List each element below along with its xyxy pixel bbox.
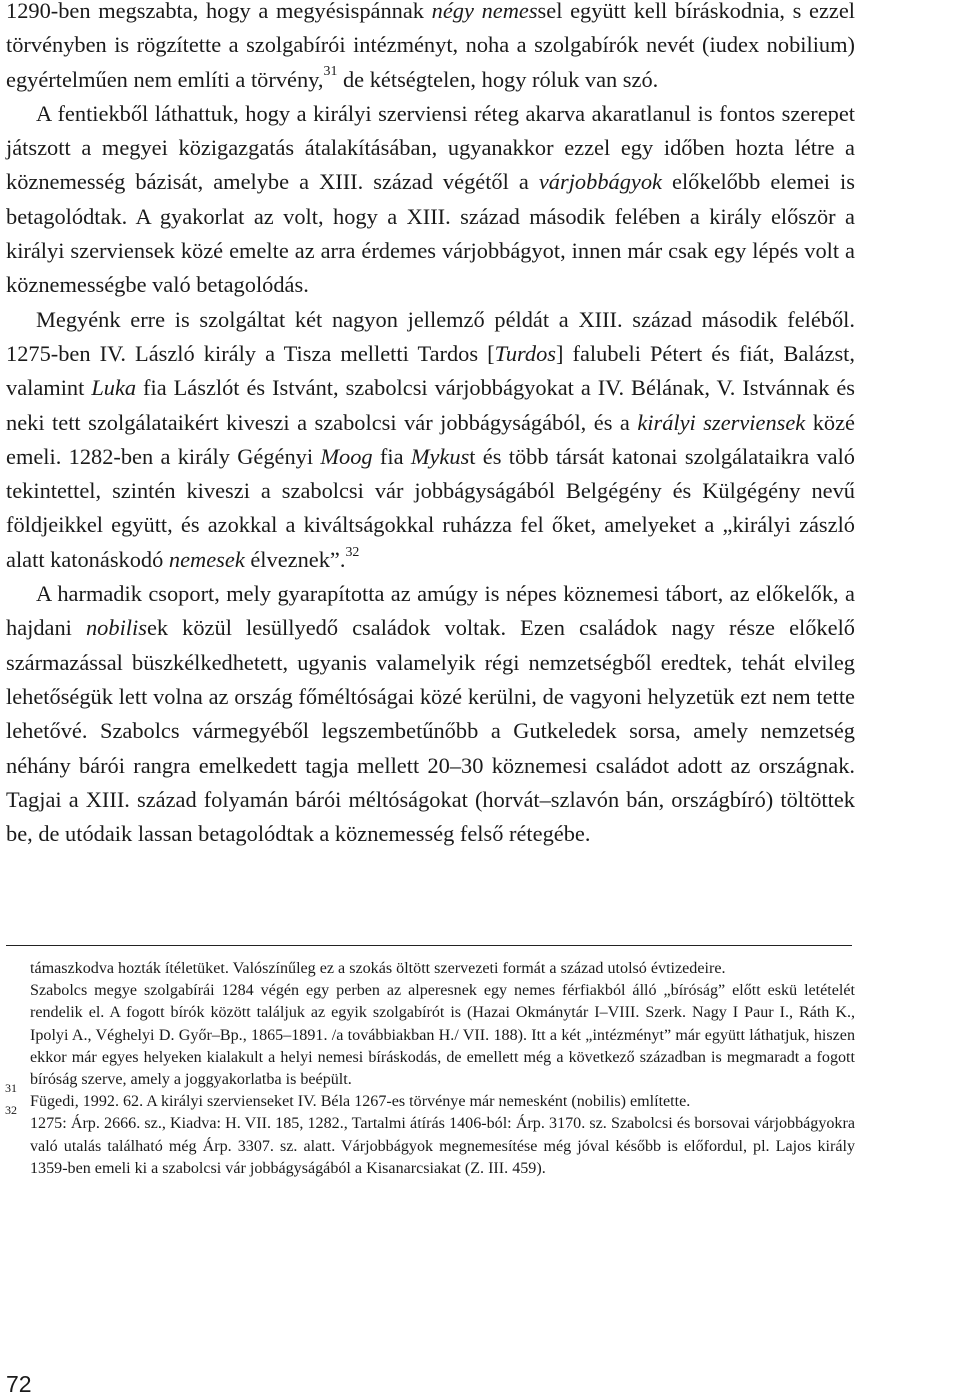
emphasis: nemesek (168, 546, 245, 572)
emphasis: Mykus (410, 443, 470, 469)
main-text (6, 0, 855, 851)
emphasis: Turdos (494, 340, 557, 366)
emphasis: nobilis (85, 615, 147, 641)
footnote-ref-32[interactable]: 32 (345, 544, 360, 560)
page-number: 72 (6, 1371, 32, 1397)
footnote-continuation: Szabolcs megye szolgabírái 1284 végén egy perben az alperesnek egy nemes férfiakból álló „bíróság” előtt eskü letételét rendelik el. A fogott bírók között találjuk az egyik szolgabírót is (Hazai Okmánytár I–VIII. Szerk. Nagy I Paur I., Ráth K., Ipolyi A., Véghelyi D. Győr–Bp., 1865–1891. /a továbbiakban H./ VII. 188). Itt a két „intézményt” már együtt láthatjuk, hiszen ekkor már egyes helyeken kialakult a helyi nemesi bíráskodás, de emellett még a következő században is megmaradt a fogott bíróság szerve, amely a joggyakorlatba is beépült. (30, 982, 855, 1089)
footnote-text: 1275: Árp. 2666. sz., Kiadva: H. VII. 185, 1282., Tartalmi átírás 1406-ból: Árp. 3170. sz. Szabolcsi és borsovai várjobbágyokra való utalás található még Árp. 3307. sz. alatt. Várjobbágyok megnemesítése még jóval később is előfordul, pl. Lajos király 1359-ben emeli ki a szabolcsi vár jobbágyságából a Kisanarcsiakat (Z. III. 459). (30, 1115, 855, 1177)
footnote-separator (6, 945, 852, 946)
emphasis: négy nemes (431, 0, 538, 23)
paragraph-2: A fentiekből láthattuk, hogy a királyi szerviensi réteg akarva akaratlanul is fontos szerepet játszott a megyei közigazgatás átalakításában, ugyanakkor ezzel egy időben hozta létre a köznemesség bázisát, amelybe a XIII. század végétől a várjobbágyok előkelőbb elemei is betagolódtak. A gyakorlat az volt, hogy a XIII. század második felében a király először a királyi szerviensek közé emelte az arra érdemes várjobbágyot, innen már csak egy lépés volt a köznemességbe való betagolódás. (6, 100, 855, 298)
footnotes (5, 958, 855, 1180)
footnote-32: 32 1275: Árp. 2666. sz., Kiadva: H. VII. 185, 1282., Tartalmi átírás 1406-ból: Árp. 3170. sz. Szabolcsi és borsovai várjobbágyokra való utalás található még Árp. 3307. sz. alatt. Várjobbágyok megnemesítése még jóval később is előfordul, pl. Lajos király 1359-ben emeli ki a szabolcsi vár jobbágyságából a Kisanarcsiakat (Z. III. 459). (5, 1103, 855, 1177)
footnote-continuation: támaszkodva hozták ítéletüket. Valószínűleg ez a szokás öltött szervezeti formát a század utolsó évtizedeire. (30, 960, 726, 977)
paragraph-1: 1290-ben megszabta, hogy a megyésispánnak négy nemessel együtt kell bíráskodnia, s ezzel törvényben is rögzítette a szolgabírói intézményt, noha a szolgabírók nevét (iudex nobilium) egyértelműen nem említi a törvény,$^{31}$ de kétségtelen, hogy róluk van szó. (6, 0, 855, 92)
paragraph-4: A harmadik csoport, mely gyarapította az amúgy is népes köznemesi tábort, az előkelők, a hajdani nobilisek közül lesüllyedő családok voltak. Ezen családok nagy része előkelő származással büszkélkedhetett, ugyanis valamelyik régi nemzetségből eredtek, tehát elvileg lehetőségük lett volna az ország főméltóságai közé kerülni, de vagyoni helyzetük ezt nem tette lehetővé. Szabolcs vármegyéből legszembetűnőbb a Gutkeledek sorsa, amely nemzetség néhány bárói rangra emelkedett tagja mellett 20–30 köznemesi családot adott az országnak. Tagjai a XIII. század folyamán bárói méltóságokat (horvát–szlavón bán, országbíró) töltöttek be, de utódaik lassan betagolódtak a köznemesség felső rétegébe. (6, 581, 855, 847)
emphasis: Moog (320, 443, 373, 469)
paragraph-3: Megyénk erre is szolgáltat két nagyon jellemző példát a XIII. század második feléből. 1275-ben IV. László király a Tisza melletti Tardos [Turdos] falubeli Pétert és fiát, Balázst, valamint Luka fia Lászlót és Istvánt, szabolcsi várjobbágyokat a IV. Bélának, V. Istvánnak és neki tett szolgálataikért kiveszi a szabolcsi vár jobbágyságából, és a királyi szerviensek közé emeli. 1282-ben a király Gégényi Moog fia Mykust és több társát katonai szolgálataikra való tekintettel, szintén kiveszi a szabolcsi vár jobbágyságából Belgégény és Külgégény nevű földjeikkel együtt, és azokkal a kiváltságokkal ruházza fel őket, amelyeket a „királyi zászló alatt katonáskodó nemesek élveznek”.$^{32}$ (6, 306, 855, 572)
emphasis: várjobbágyok (538, 169, 662, 195)
footnote-ref-31[interactable]: 31 (323, 64, 338, 80)
footnote-31: 31 Fügedi, 1992. 62. A királyi szervienseket IV. Béla 1267-es törvénye már nemesként (nobilis) említette. (5, 1081, 691, 1111)
footnote-text: Fügedi, 1992. 62. A királyi szervienseket IV. Béla 1267-es törvénye már nemesként (nobilis) említette. (30, 1093, 691, 1111)
emphasis: királyi szerviensek (637, 409, 806, 435)
emphasis: Luka (91, 375, 137, 401)
